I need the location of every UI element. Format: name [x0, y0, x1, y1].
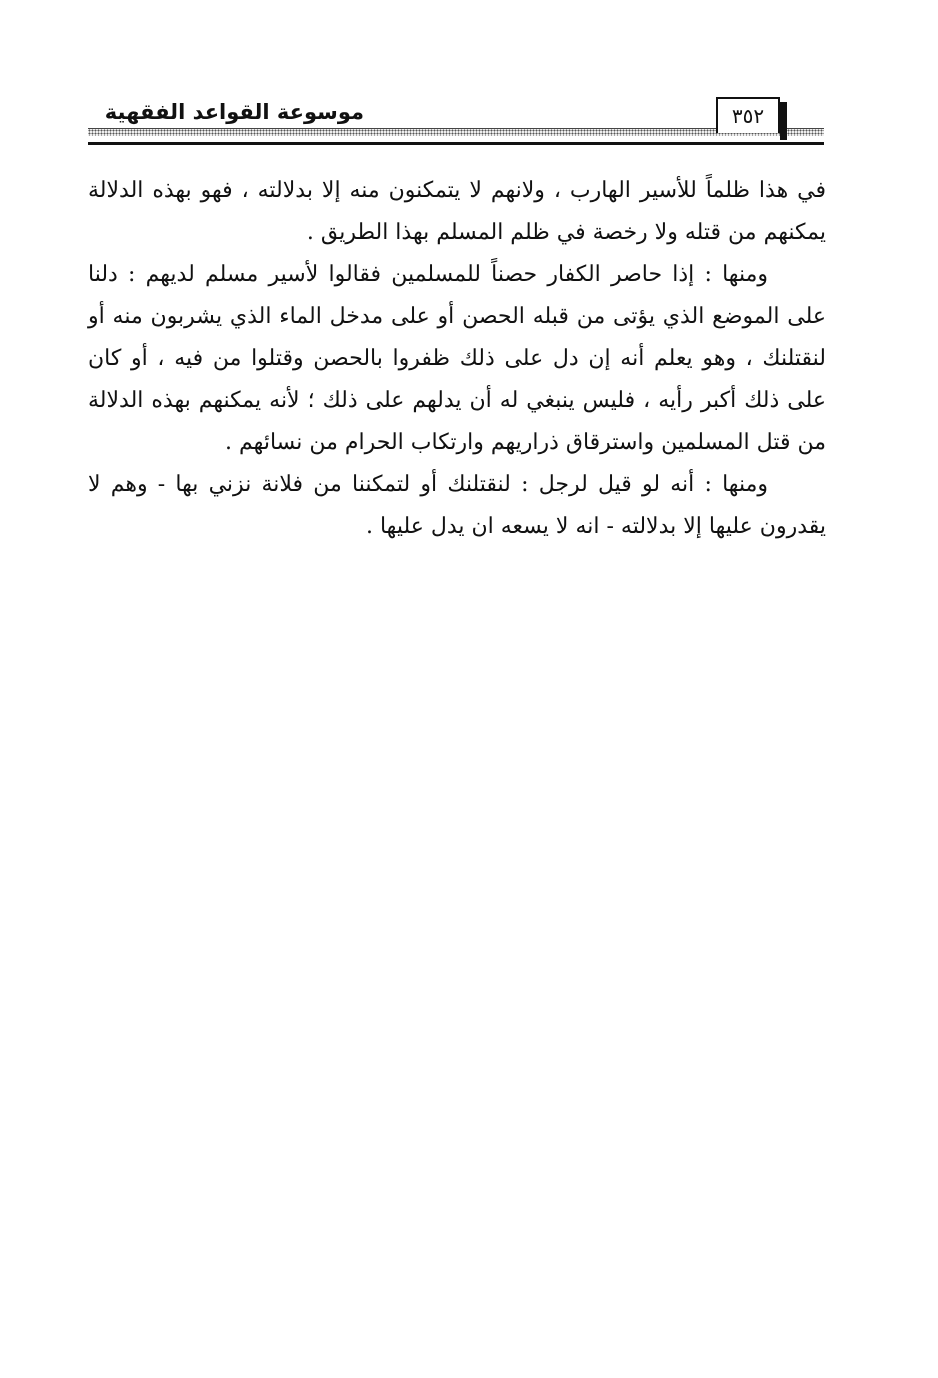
header-rule	[88, 142, 824, 145]
paragraph-1: في هذا ظلماً للأسير الهارب ، ولانهم لا يتمكنون منه إلا بدلالته ، فهو بهذه الدلالة يمكنهم من قتله ولا رخصة في ظلم المسلم بهذا الطريق .	[88, 178, 826, 245]
page-body	[88, 170, 826, 548]
page-number: ٣٥٢	[716, 97, 780, 133]
header-dotted-band	[88, 128, 824, 136]
paragraph-2: ومنها : إذا حاصر الكفار حصناً للمسلمين فقالوا لأسير مسلم لديهم : دلنا على الموضع الذي يؤتى من قبله الحصن أو على مدخل الماء الذي يشربون منه أو لنقتلنك ، وهو يعلم أنه إن دل على ذلك ظفروا بالحصن وقتلوا من فيه ، أو كان على ذلك أكبر رأيه ، فليس ينبغي له أن يدلهم على ذلك ؛ لأنه يمكنهم بهذه الدلالة من قتل المسلمين واسترقاق ذراريهم وارتكاب الحرام من نسائهم .	[88, 262, 826, 455]
running-title: موسوعة القواعد الفقهية	[104, 100, 364, 124]
paragraph-3: ومنها : أنه لو قيل لرجل : لنقتلنك أو لتمكننا من فلانة نزني بها - وهم لا يقدرون عليها إلا بدلالته - انه لا يسعه ان يدل عليها .	[88, 472, 826, 539]
page-header	[88, 92, 824, 152]
